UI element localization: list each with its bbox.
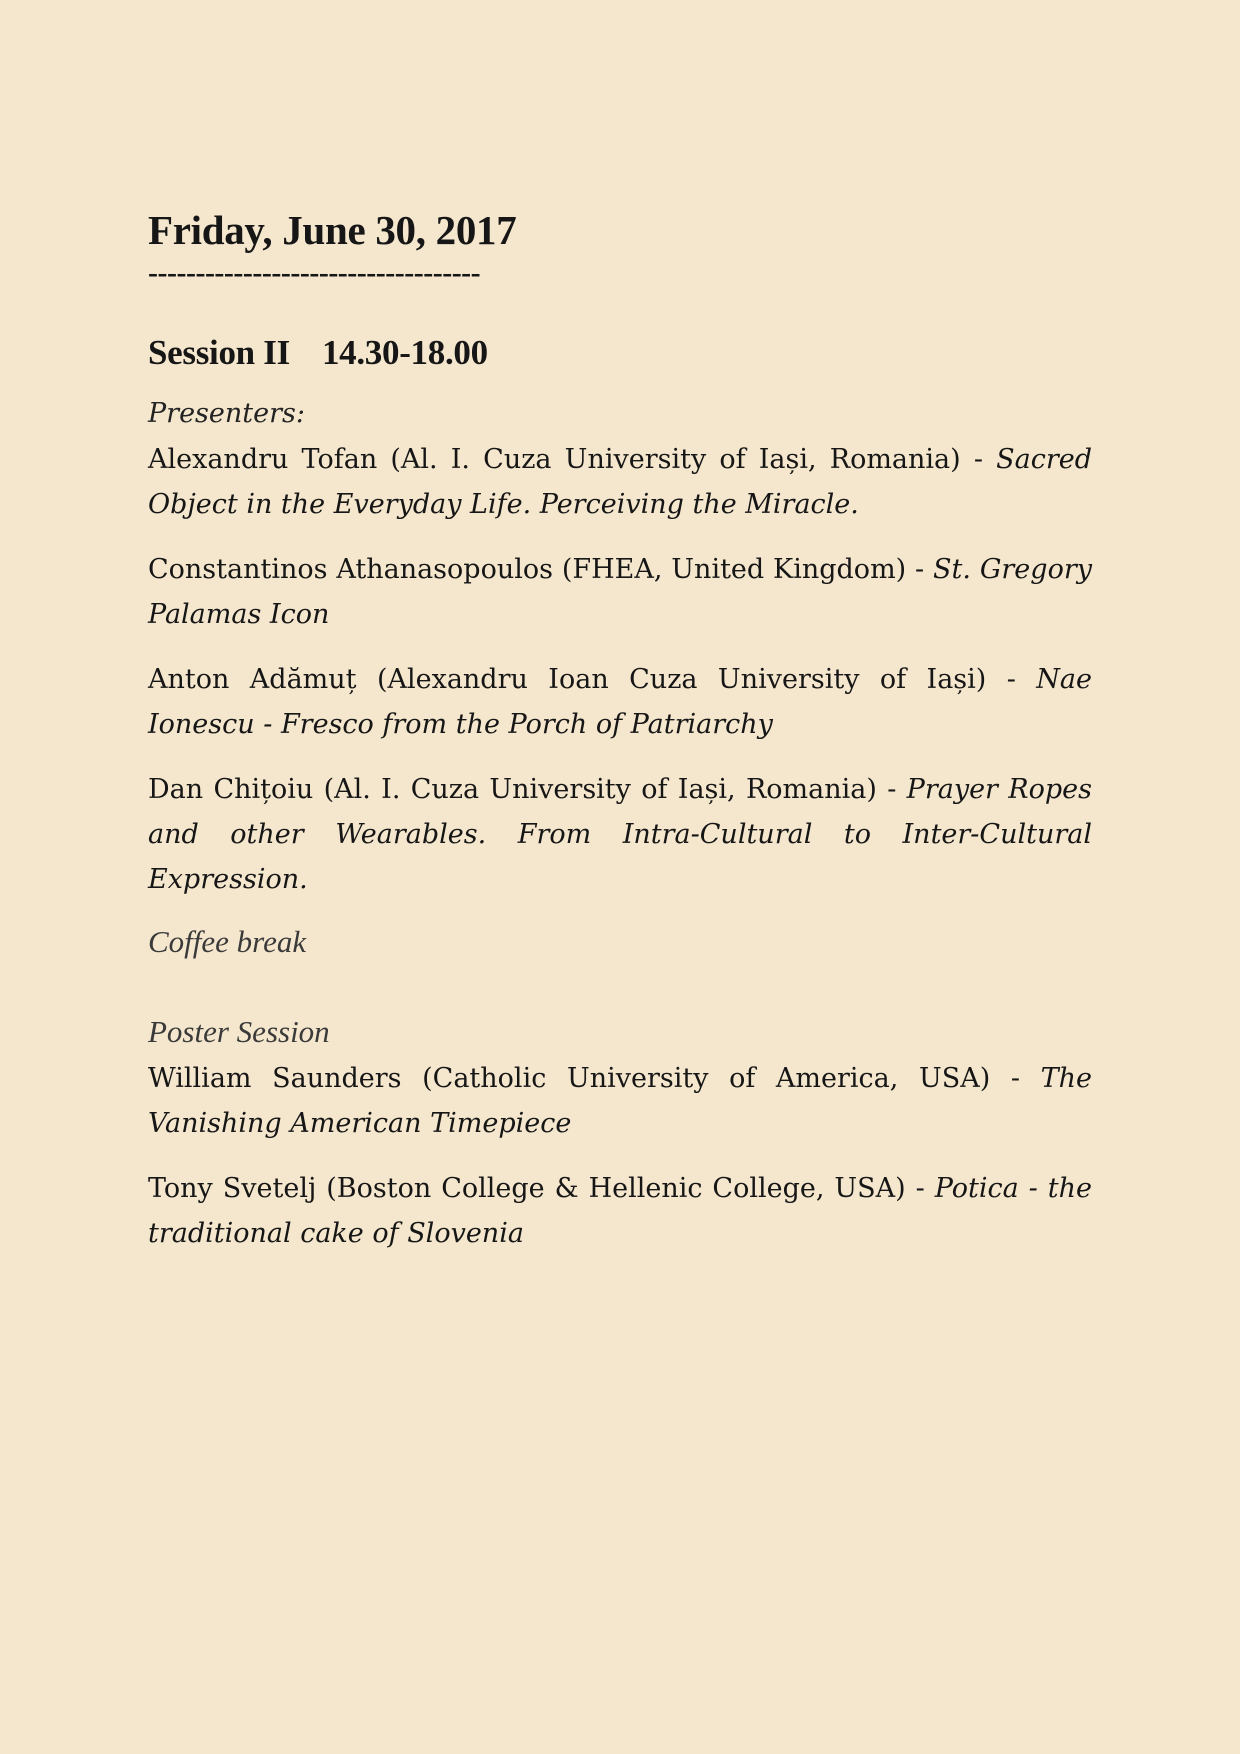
session-name: Session II (148, 333, 290, 372)
poster-title: The Vanishing American Timepiece (148, 1063, 1092, 1139)
poster-speaker: Tony Svetelj (Boston College & Hellenic College, USA) - (148, 1173, 935, 1204)
presenter-speaker: Anton Adămuț (Alexandru Ioan Cuza University of Iași) - (148, 664, 1037, 695)
presentation-title: Prayer Ropes and other Wearables. From Intra-Cultural to Inter-Cultural Expression. (148, 774, 1092, 895)
poster-entry (148, 1166, 1092, 1256)
presenter-speaker: Constantinos Athanasopoulos (FHEA, United Kingdom) - (148, 554, 934, 585)
poster-title: Potica - the traditional cake of Slovenia (148, 1173, 1092, 1249)
presentation-title: St. Gregory Palamas Icon (148, 554, 1092, 630)
poster-session-label: Poster Session (148, 1014, 330, 1049)
presenter-speaker: Dan Chițoiu (Al. I. Cuza University of Iași, Romania) - (148, 774, 907, 805)
session-heading (148, 331, 1092, 375)
poster-speaker: William Saunders (Catholic University of America, USA) - (148, 1063, 1041, 1094)
posters-list (148, 1056, 1092, 1256)
day-title: Friday, June 30, 2017 (148, 207, 517, 253)
session-time: 14.30-18.00 (321, 333, 488, 372)
presentation-title: Sacred Object in the Everyday Life. Perceiving the Miracle. (148, 444, 1092, 520)
presentation-entry (148, 547, 1092, 637)
poster-entry (148, 1056, 1092, 1146)
divider-line: ----------------------------------- (148, 256, 481, 289)
presenters-list (148, 437, 1092, 902)
presenter-speaker: Alexandru Tofan (Al. I. Cuza University of Iași, Romania) - (148, 444, 997, 475)
coffee-break-label: Coffee break (148, 924, 307, 959)
presentation-entry (148, 657, 1092, 747)
presenters-label: Presenters: (148, 398, 305, 429)
presentation-title: Nae Ionescu - Fresco from the Porch of Patriarchy (148, 664, 1092, 740)
presentation-entry (148, 767, 1092, 902)
program-page (148, 205, 1092, 1276)
presentation-entry (148, 437, 1092, 527)
